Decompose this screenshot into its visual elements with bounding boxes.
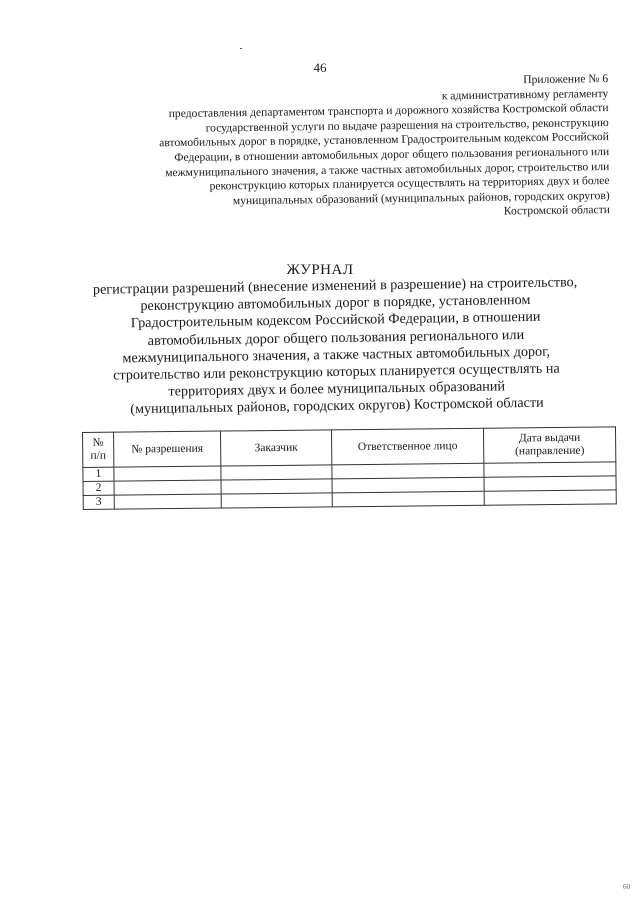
header-permit-number: № разрешения bbox=[114, 431, 221, 467]
subtitle-line: регистрации разрешений (внесение изменений в разрешение) на строительство, bbox=[92, 274, 578, 298]
cell-permit-number bbox=[114, 480, 221, 495]
subtitle-line: реконструкцию автомобильных дорог в порядке, установленном bbox=[140, 292, 531, 315]
appendix-line: автомобильных дорог в порядке, установленном Градостроительным кодексом Российской bbox=[159, 130, 609, 150]
appendix-line: Костромской области bbox=[503, 203, 611, 218]
registration-table bbox=[82, 426, 617, 510]
subtitle-line: (муниципальных районов, городских округов) Костромской области bbox=[130, 395, 544, 418]
appendix-line: Приложение № 6 bbox=[523, 72, 609, 87]
appendix-line: государственной услуги по выдаче разрешения на строительство, реконструкцию bbox=[205, 115, 609, 135]
cell-date bbox=[484, 462, 616, 477]
subtitle-line: автомобильных дорог общего пользования регионального или bbox=[147, 326, 525, 349]
cell-customer bbox=[221, 493, 332, 508]
subtitle-line: территориях двух и более муниципальных образований bbox=[168, 378, 506, 400]
row-num: 3 bbox=[83, 495, 114, 509]
table-header-row bbox=[83, 427, 616, 468]
appendix-line: Федерации, в отношении автомобильных дорог общего пользования регионального или bbox=[174, 144, 610, 165]
scan-speck bbox=[240, 48, 242, 49]
appendix-line: к административному регламенту bbox=[441, 86, 609, 102]
appendix-line: межмуниципального значения, а также частных автомобильных дорог, строительство или bbox=[165, 159, 610, 179]
cell-date bbox=[484, 476, 616, 491]
subtitle-line: Градостроительным кодексом Российской Федерации, в отношении bbox=[130, 309, 541, 332]
cell-permit-number bbox=[114, 466, 221, 481]
page-number: 46 bbox=[313, 60, 327, 75]
appendix-line: реконструкцию которых планируется осуществлять на территориях двух и более bbox=[209, 174, 610, 193]
header-num-line1: № bbox=[92, 436, 104, 449]
row-num: 1 bbox=[83, 467, 114, 481]
header-num bbox=[83, 432, 114, 467]
journal-title: ЖУРНАЛ bbox=[286, 262, 354, 278]
cell-customer bbox=[221, 465, 332, 480]
header-date-line2: (направление) bbox=[515, 444, 585, 458]
appendix-line: муниципальных образований (муниципальных районов, городских округов) bbox=[232, 188, 610, 207]
subtitle-line: строительство или реконструкцию которых планируется осуществлять на bbox=[113, 360, 560, 384]
cell-date bbox=[484, 490, 616, 505]
cell-permit-number bbox=[114, 494, 221, 509]
footer-mark: 60 bbox=[623, 883, 630, 891]
header-num-line2: п/п bbox=[90, 449, 107, 462]
subtitle-line: межмуниципального значения, а также частных автомобильных дорог, bbox=[122, 343, 551, 367]
appendix-header bbox=[88, 72, 610, 225]
header-date-line1: Дата выдачи bbox=[518, 431, 581, 445]
journal-subtitle bbox=[70, 274, 602, 420]
cell-customer bbox=[221, 479, 332, 494]
row-num: 2 bbox=[83, 481, 114, 495]
header-date bbox=[483, 427, 615, 463]
header-responsible: Ответственное лицо bbox=[331, 428, 483, 465]
cell-responsible bbox=[332, 491, 484, 507]
appendix-line: предоставления департаментом транспорта и дорожного хозяйства Костромской области bbox=[168, 101, 609, 121]
header-customer: Заказчик bbox=[220, 430, 331, 466]
